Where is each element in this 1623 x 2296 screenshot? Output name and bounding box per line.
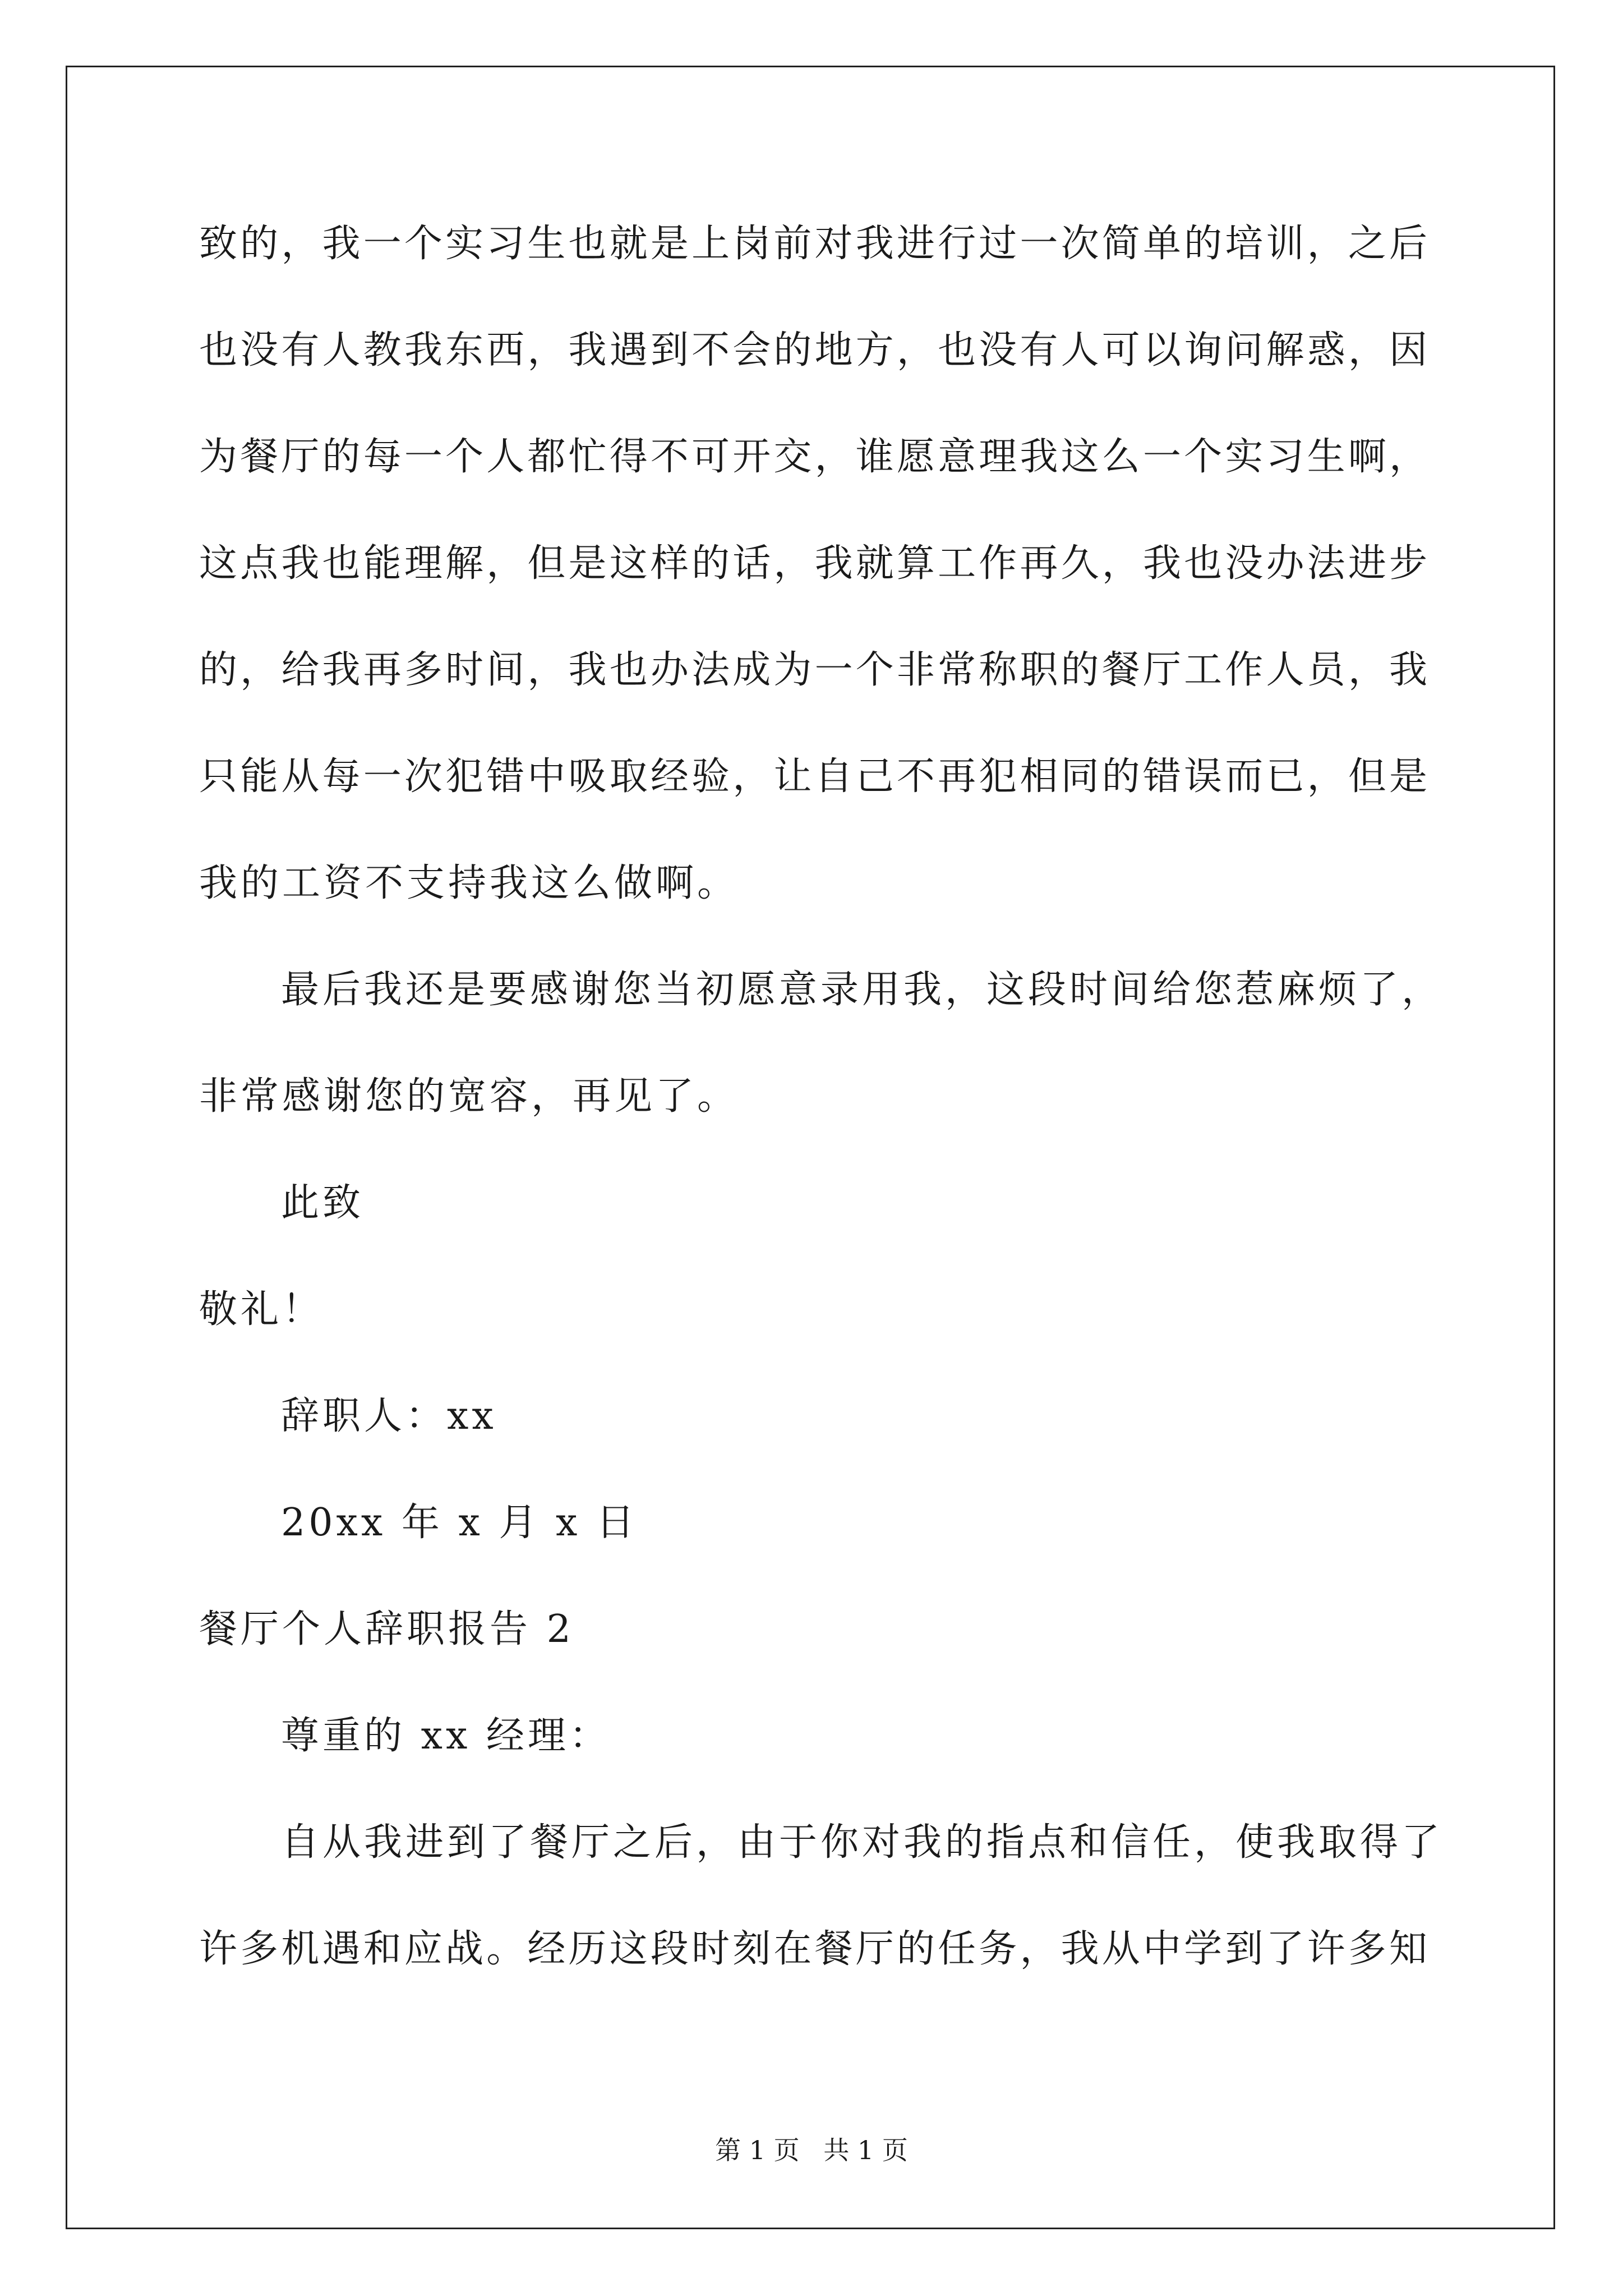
- paragraph-line: 我的工资不支持我这么做啊。: [199, 861, 739, 905]
- date-line: 20xx 年 x 月 x 日: [281, 1501, 638, 1545]
- page-footer: [0, 2134, 1623, 2166]
- greeting-line: 尊重的 xx 经理：: [281, 1714, 611, 1758]
- page-total: 共 1 页: [823, 2135, 908, 2165]
- page-number: 第 1 页: [715, 2135, 800, 2165]
- paragraph-line: 也没有人教我东西，我遇到不会的地方，也没有人可以询问解惑，因: [199, 328, 1427, 372]
- paragraph-line: 自从我进到了餐厅之后，由于你对我的指点和信任，使我取得了: [281, 1820, 1444, 1865]
- paragraph-line: 这点我也能理解，但是这样的话，我就算工作再久，我也没办法进步: [199, 541, 1427, 586]
- paragraph-line: 非常感谢您的宽容，再见了。: [199, 1074, 739, 1119]
- section-heading: 餐厅个人辞职报告 2: [199, 1607, 574, 1651]
- paragraph-line: 致的，我一个实习生也就是上岗前对我进行过一次简单的培训，之后: [199, 222, 1427, 266]
- paragraph-line: 的，给我再多时间，我也办法成为一个非常称职的餐厅工作人员，我: [199, 648, 1427, 692]
- paragraph-line: 最后我还是要感谢您当初愿意录用我，这段时间给您惹麻烦了，: [281, 968, 1444, 1012]
- closing-line: 此致: [281, 1181, 365, 1225]
- paragraph-line: 许多机遇和应战。经历这段时刻在餐厅的任务，我从中学到了许多知: [199, 1927, 1427, 1971]
- signature-line: 辞职人：xx: [281, 1394, 497, 1438]
- page-border: [66, 66, 1555, 2229]
- salutation-line: 敬礼！: [199, 1287, 324, 1332]
- paragraph-line: 只能从每一次犯错中吸取经验，让自己不再犯相同的错误而已，但是: [199, 754, 1427, 799]
- paragraph-line: 为餐厅的每一个人都忙得不可开交，谁愿意理我这么一个实习生啊，: [199, 435, 1427, 479]
